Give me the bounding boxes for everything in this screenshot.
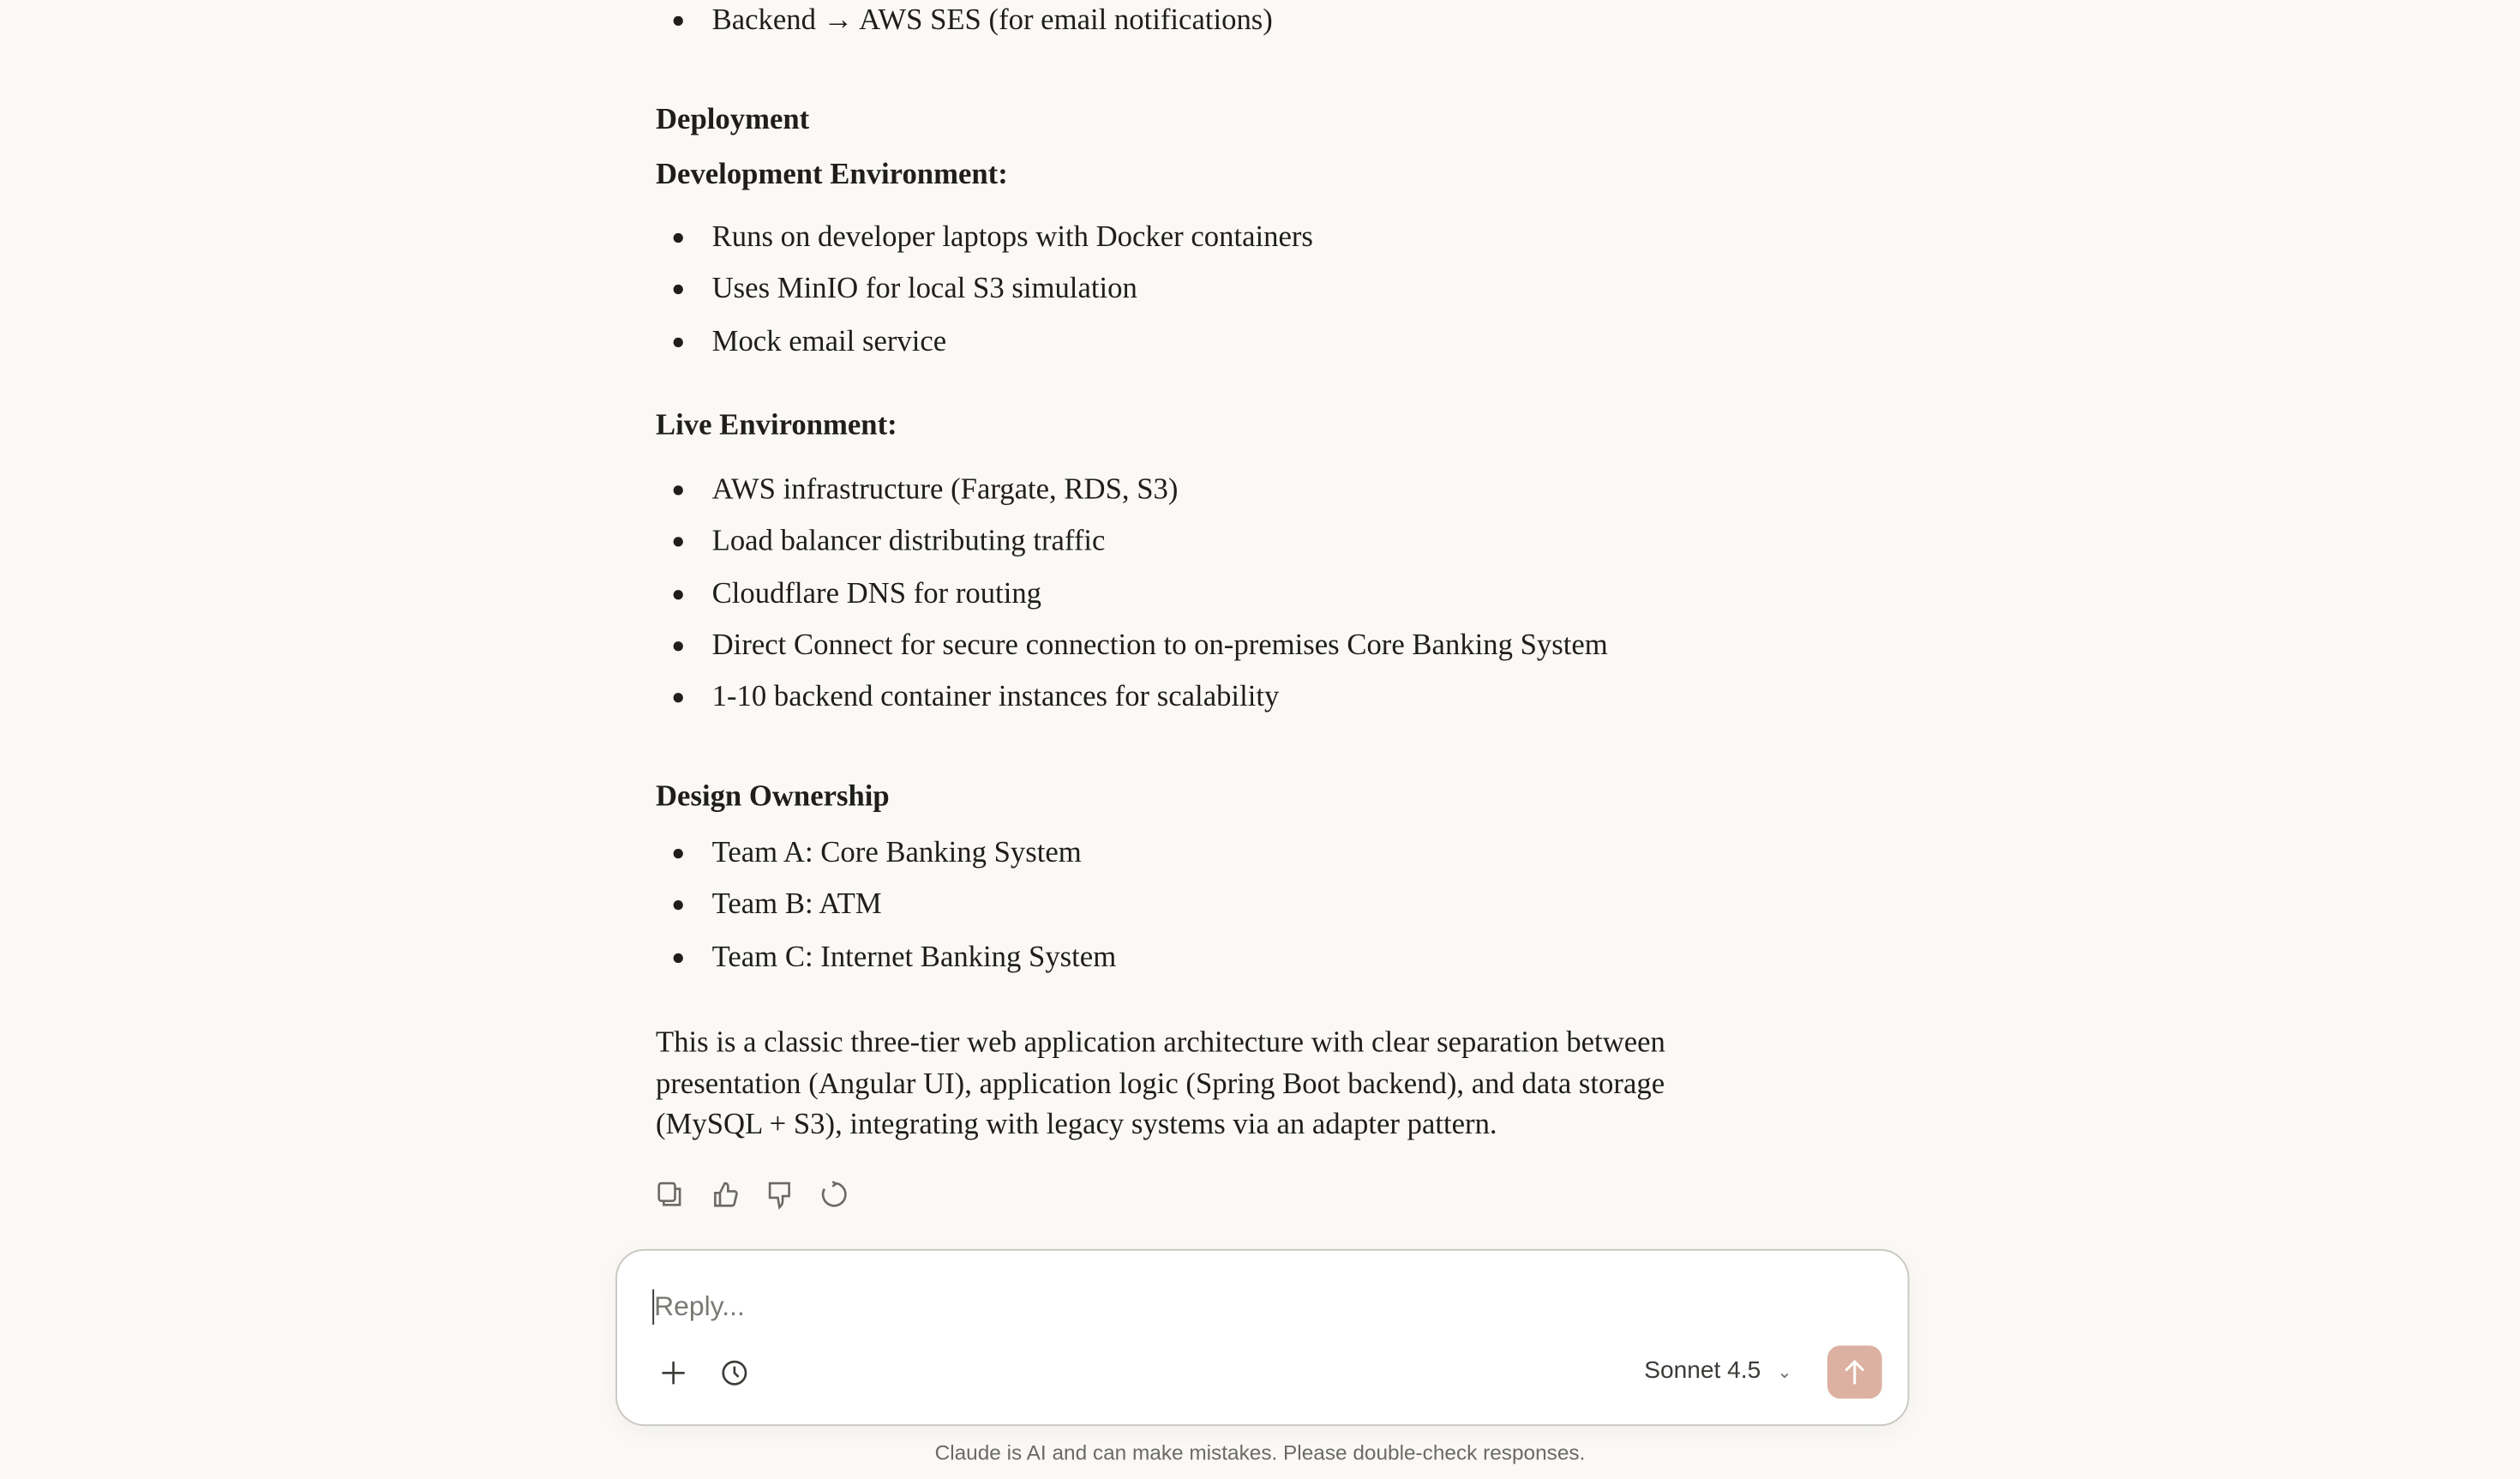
copy-icon[interactable] xyxy=(654,1178,687,1211)
summary-line: presentation (Angular UI), application logic (Spring Boot backend), and data storage xyxy=(656,1068,1665,1102)
list-item: Team A: Core Banking System xyxy=(711,837,1082,870)
reply-input[interactable]: Reply... xyxy=(652,1290,745,1325)
disclaimer: Claude is AI and can make mistakes. Please double-check responses. xyxy=(934,1440,1586,1465)
model-selector[interactable] xyxy=(1644,1357,1791,1385)
subheading: Live Environment: xyxy=(656,410,897,442)
bullet xyxy=(674,849,683,858)
bullet xyxy=(674,641,683,651)
bullet xyxy=(674,537,683,546)
list-item: Team B: ATM xyxy=(711,888,882,922)
list-item: Team C: Internet Banking System xyxy=(711,941,1117,975)
send-button[interactable] xyxy=(1827,1345,1882,1398)
bullet xyxy=(674,338,683,347)
list-item: Mock email service xyxy=(711,326,947,359)
section-heading: Design Ownership xyxy=(656,781,890,814)
bullet xyxy=(674,900,683,910)
list-item: Load balancer distributing traffic xyxy=(711,526,1106,558)
list-item: 1-10 backend container instances for scalability xyxy=(711,682,1280,714)
chevron-down-icon: ⌄ xyxy=(1777,1363,1792,1383)
subheading: Development Environment: xyxy=(656,159,1008,192)
bullet xyxy=(674,693,683,702)
thumbs-down-icon[interactable] xyxy=(764,1178,796,1211)
bullet xyxy=(674,485,683,495)
add-icon[interactable] xyxy=(657,1357,690,1390)
list-item: AWS infrastructure (Fargate, RDS, S3) xyxy=(711,474,1179,507)
list-item: Cloudflare DNS for routing xyxy=(711,579,1042,611)
section-heading: Deployment xyxy=(656,104,810,137)
list-item: Direct Connect for secure connection to on-premises Core Banking System xyxy=(711,630,1608,663)
retry-icon[interactable] xyxy=(818,1178,850,1211)
reply-composer xyxy=(615,1249,1909,1426)
bullet xyxy=(674,16,683,26)
list-item: Backend → AWS SES (for email notifications) xyxy=(711,4,1273,38)
history-clock-icon[interactable] xyxy=(718,1357,751,1390)
bullet xyxy=(674,590,683,599)
thumbs-up-icon[interactable] xyxy=(709,1178,741,1211)
list-item: Uses MinIO for local S3 simulation xyxy=(711,273,1137,306)
list-item: Runs on developer laptops with Docker containers xyxy=(711,221,1313,255)
bullet xyxy=(674,953,683,963)
summary-line: (MySQL + S3), integrating with legacy systems via an adapter pattern. xyxy=(656,1109,1497,1142)
arrow-up-icon xyxy=(1827,1345,1882,1398)
summary-line: This is a classic three-tier web application architecture with clear separation between xyxy=(656,1027,1665,1060)
bullet xyxy=(674,233,683,243)
bullet xyxy=(674,285,683,294)
model-name: Sonnet 4.5 xyxy=(1644,1356,1761,1385)
